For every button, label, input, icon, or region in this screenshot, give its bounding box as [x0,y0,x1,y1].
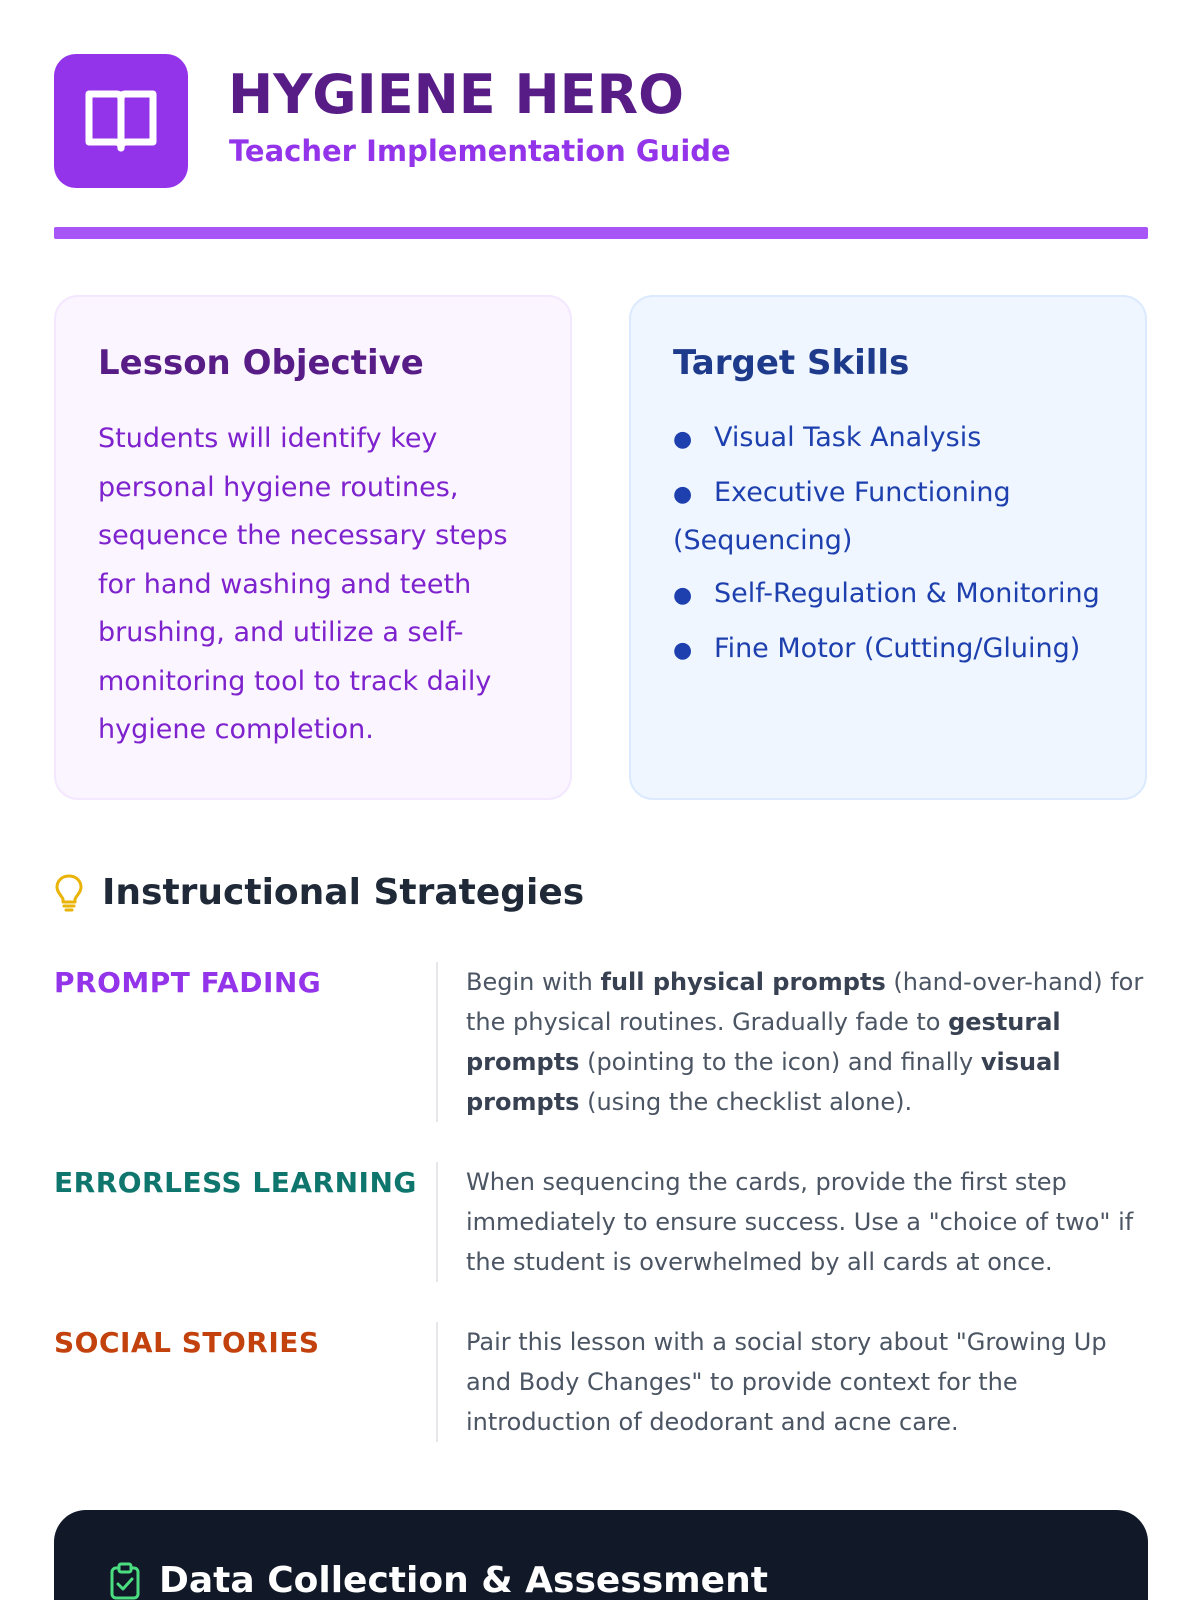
header-divider [54,227,1148,239]
clipboard-check-icon [109,1562,141,1600]
page-header [54,54,1148,188]
instructional-strategies-heading: Instructional Strategies [54,872,584,913]
data-collection-heading: Data Collection & Assessment [109,1560,768,1600]
skill-item: ● Self-Regulation & Monitoring [673,578,1100,610]
skill-item: ● Executive Functioning (Sequencing) [673,477,1011,557]
target-skills-card [629,295,1147,800]
strategy-errorless-learning [54,1162,1148,1282]
lesson-objective-heading: Lesson Objective [98,343,424,383]
strategy-prompt-fading [54,962,1148,1122]
skill-item: ● Visual Task Analysis [673,422,982,454]
data-collection-panel [54,1510,1148,1600]
logo [54,54,188,188]
target-skills-heading: Target Skills [673,343,910,383]
strategy-social-stories [54,1322,1148,1442]
page-subtitle: Teacher Implementation Guide [229,134,731,168]
strategy-name: SOCIAL STORIES [54,1326,320,1359]
lesson-objective-card [54,295,572,800]
strategy-description: When sequencing the cards, provide the first step immediately to ensure success. Use a "choice of two" if the student is overwhelmed by all cards at once. [436,1162,1148,1282]
strategy-name: PROMPT FADING [54,966,322,999]
strategy-name: ERRORLESS LEARNING [54,1166,417,1199]
target-skills-list [673,415,1103,674]
strategy-description: Begin with full physical prompts (hand-over-hand) for the physical routines. Gradually fade to gestural prompts (pointing to the icon) and finally visual prompts (using the checklist alone). [436,962,1148,1122]
strategy-description: Pair this lesson with a social story about "Growing Up and Body Changes" to provide context for the introduction of deodorant and acne care. [436,1322,1148,1442]
lesson-objective-text: Students will identify key personal hygiene routines, sequence the necessary steps for hand washing and teeth brushing, and utilize a self-monitoring tool to track daily hygiene completion. [98,423,508,746]
page-title: HYGIENE HERO [228,63,685,126]
lightbulb-icon [54,873,84,913]
open-book-icon [83,86,159,156]
skill-item: ● Fine Motor (Cutting/Gluing) [673,633,1081,665]
